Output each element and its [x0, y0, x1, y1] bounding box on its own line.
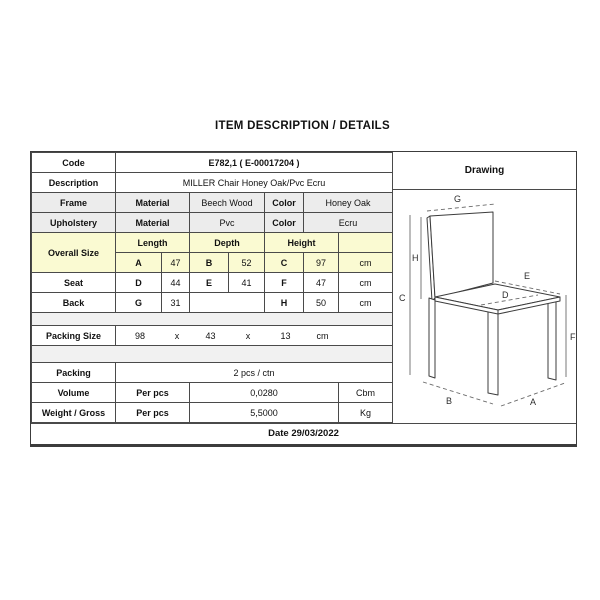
dim-value-f: 47	[304, 273, 339, 293]
row-weight	[32, 403, 393, 423]
upholstery-material-value: Pvc	[190, 213, 265, 233]
dim-value-e: 41	[229, 273, 265, 293]
date-row: Date 29/03/2022	[31, 423, 576, 444]
seat-label: Seat	[32, 273, 116, 293]
back-empty-cell	[190, 293, 265, 313]
dim-label-g: G	[454, 194, 462, 204]
volume-unit: Cbm	[339, 383, 393, 403]
spacer-row	[32, 313, 393, 326]
back-label: Back	[32, 293, 116, 313]
dim-label-b: B	[446, 396, 453, 406]
dim-line-b	[423, 382, 493, 404]
upholstery-material-label: Material	[116, 213, 190, 233]
dim-value-h: 50	[304, 293, 339, 313]
chair-diagram-svg	[393, 191, 577, 409]
volume-per-label: Per pcs	[116, 383, 190, 403]
row-code	[32, 153, 393, 173]
frame-label: Frame	[32, 193, 116, 213]
spec-table	[30, 151, 577, 447]
drawing-section	[393, 152, 576, 423]
chair-backrest	[430, 212, 493, 298]
dim-key-h: H	[265, 293, 304, 313]
dim-value-b: 52	[229, 253, 265, 273]
packing-size-parts	[117, 331, 391, 341]
length-header: Length	[116, 233, 190, 253]
packing-size-unit: cm	[316, 330, 329, 341]
depth-header: Depth	[190, 233, 265, 253]
packing-size-label: Packing Size	[32, 326, 116, 346]
table-body	[31, 152, 576, 423]
upholstery-color-value: Ecru	[304, 213, 393, 233]
packing-size-x1: x	[174, 330, 180, 341]
spacer-cell	[32, 346, 393, 363]
code-value: E782,1 ( E-00017204 )	[116, 153, 393, 173]
details-table	[31, 152, 393, 423]
row-overall-size-header	[32, 233, 393, 253]
upholstery-color-label: Color	[265, 213, 304, 233]
dim-label-h: H	[412, 253, 419, 263]
weight-label: Weight / Gross	[32, 403, 116, 423]
dim-value-g: 31	[162, 293, 190, 313]
row-description	[32, 173, 393, 193]
dim-key-c: C	[265, 253, 304, 273]
row-upholstery	[32, 213, 393, 233]
frame-color-value: Honey Oak	[304, 193, 393, 213]
row-frame	[32, 193, 393, 213]
weight-unit: Kg	[339, 403, 393, 423]
dim-key-a: A	[116, 253, 162, 273]
dim-label-d: D	[502, 290, 509, 300]
overall-size-unit: cm	[339, 253, 393, 273]
spacer-cell	[32, 313, 393, 326]
row-volume	[32, 383, 393, 403]
dim-key-e: E	[190, 273, 229, 293]
row-packing	[32, 363, 393, 383]
dim-key-f: F	[265, 273, 304, 293]
height-header: Height	[265, 233, 339, 253]
seat-unit: cm	[339, 273, 393, 293]
overall-size-empty-cell	[339, 233, 393, 253]
dim-label-c: C	[399, 293, 406, 303]
code-label: Code	[32, 153, 116, 173]
description-label: Description	[32, 173, 116, 193]
page-title: ITEM DESCRIPTION / DETAILS	[215, 120, 390, 132]
upholstery-label: Upholstery	[32, 213, 116, 233]
weight-value: 5,5000	[190, 403, 339, 423]
dim-line-g	[427, 204, 495, 211]
packing-size-d1: 98	[134, 330, 145, 341]
description-value: MILLER Chair Honey Oak/Pvc Ecru	[116, 173, 393, 193]
packing-size-d2: 43	[205, 330, 216, 341]
packing-size-value	[116, 326, 393, 346]
frame-color-label: Color	[265, 193, 304, 213]
chair-drawing	[393, 190, 576, 423]
volume-label: Volume	[32, 383, 116, 403]
weight-per-label: Per pcs	[116, 403, 190, 423]
dim-label-f: F	[570, 332, 576, 342]
chair-front-leg	[488, 311, 498, 395]
dim-label-e: E	[524, 271, 531, 281]
dim-key-b: B	[190, 253, 229, 273]
chair-left-leg	[429, 298, 435, 378]
row-packing-size	[32, 326, 393, 346]
packing-label: Packing	[32, 363, 116, 383]
spacer-row	[32, 346, 393, 363]
overall-size-label: Overall Size	[32, 233, 116, 273]
dim-value-c: 97	[304, 253, 339, 273]
frame-material-label: Material	[116, 193, 190, 213]
back-unit: cm	[339, 293, 393, 313]
chair-right-leg	[548, 298, 556, 380]
drawing-header: Drawing	[393, 152, 576, 190]
volume-value: 0,0280	[190, 383, 339, 403]
dim-key-g: G	[116, 293, 162, 313]
row-back	[32, 293, 393, 313]
frame-material-value: Beech Wood	[190, 193, 265, 213]
row-seat	[32, 273, 393, 293]
dim-value-a: 47	[162, 253, 190, 273]
packing-size-x2: x	[245, 330, 251, 341]
packing-value: 2 pcs / ctn	[116, 363, 393, 383]
dim-value-d: 44	[162, 273, 190, 293]
dim-label-a: A	[530, 397, 537, 407]
dim-key-d: D	[116, 273, 162, 293]
packing-size-d3: 13	[280, 330, 291, 341]
